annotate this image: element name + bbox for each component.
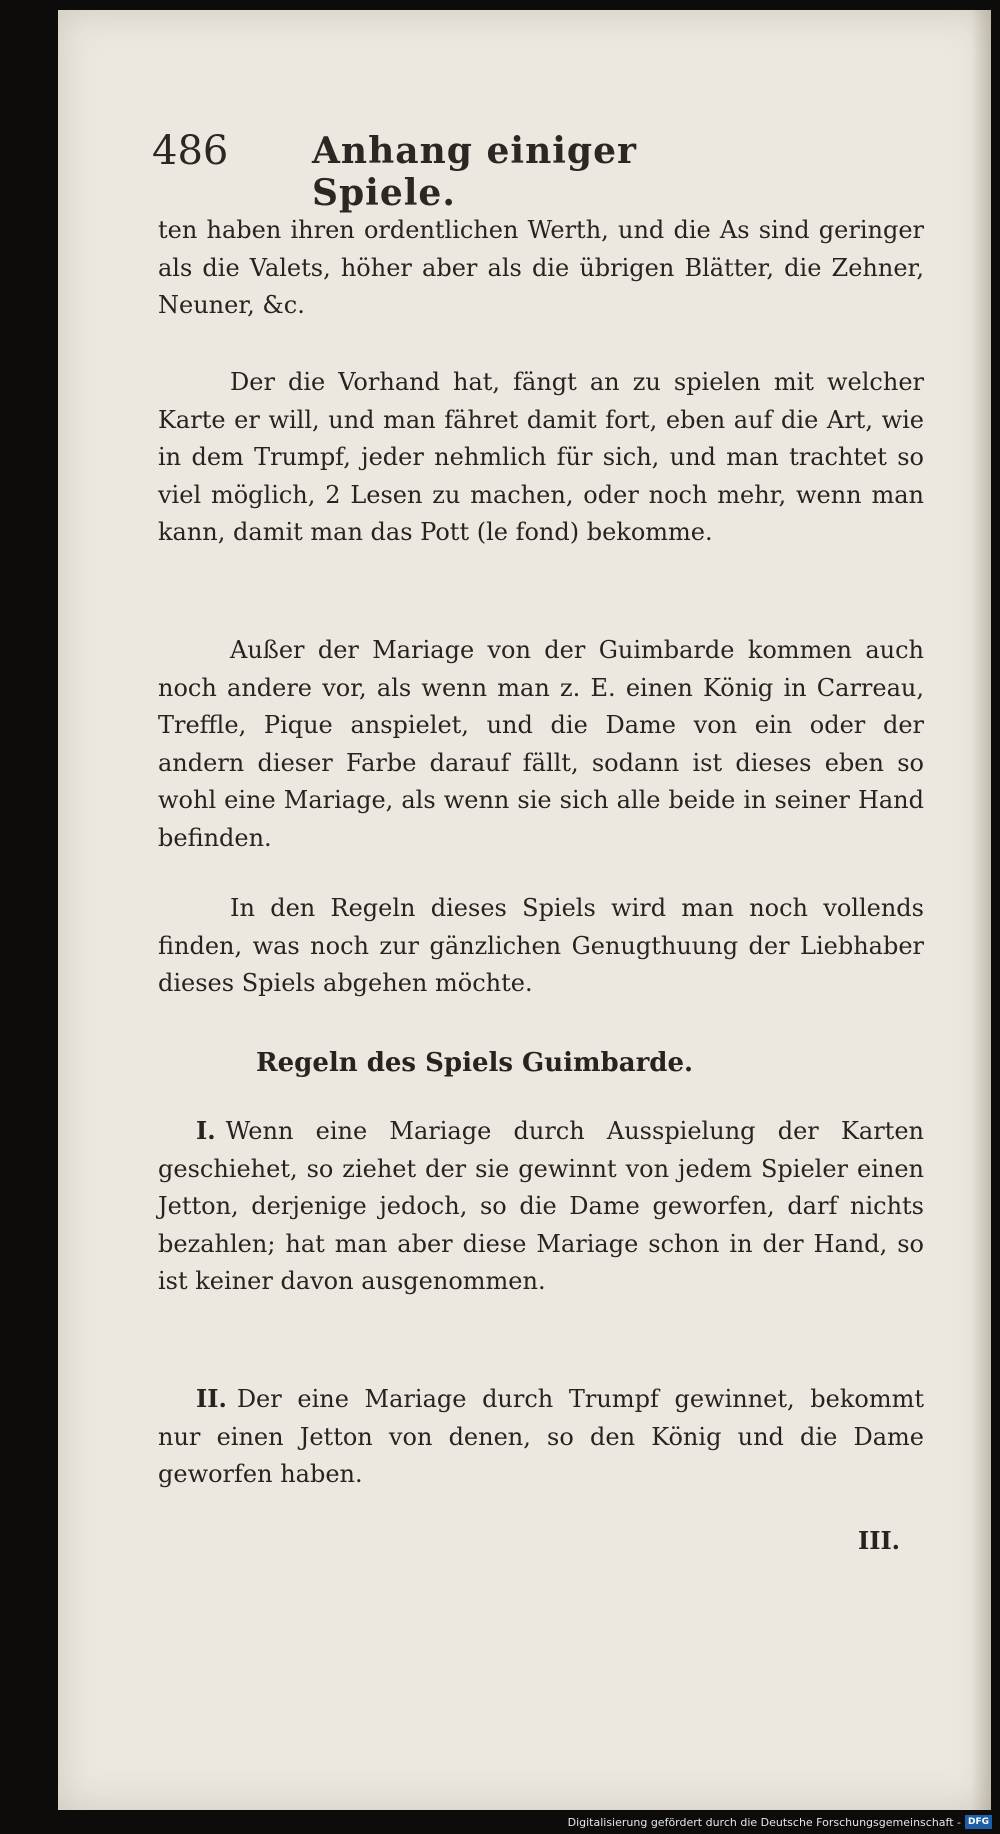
rule-1 [158,1112,924,1301]
rule-1-text: Wenn eine Mariage durch Ausspielung der Karten geschiehet, so ziehet der sie gewinnt von jedem Spieler einen Jetton, derjenige jedoch, so die Dame geworfen, darf nichts bezahlen; hat man aber diese Mariage schon in der Hand, so ist keiner davon ausgenommen. [158,1117,924,1295]
catchword: III. [858,1526,901,1555]
paragraph-1: ten haben ihren ordentlichen Werth, und die As sind geringer als die Valets, höher aber als die übrigen Blätter, die Zehner, Neuner, &c. [158,216,924,319]
page-edge-shadow [971,10,991,1810]
paragraph-2: Der die Vorhand hat, fängt an zu spielen mit welcher Karte er will, und man fähret damit fort, eben auf die Art, wie in dem Trumpf, jeder nehmlich für sich, und man trachtet so viel möglich, 2 Lesen zu machen, oder noch mehr, wenn man kann, damit man das Pott (le fond) bekomme. [158,368,924,546]
digitization-footer [568,1814,992,1830]
page-header [152,128,772,214]
rule-2-text: Der eine Mariage durch Trumpf gewinnet, bekommt nur einen Jetton von denen, so den König und die Dame geworfen haben. [158,1385,924,1488]
running-title: Anhang einiger Spiele. [312,130,637,214]
footer-credit: Digitalisierung gefördert durch die Deutsche Forschungsgemeinschaft - [567,1815,961,1829]
section-heading: Regeln des Spiels Guimbarde. [256,1048,694,1078]
paragraph-4: In den Regeln dieses Spiels wird man noch vollends finden, was noch zur gänzlichen Genugthuung der Liebhaber dieses Spiels abgehen möchte. [158,894,924,997]
rule-1-number: I. [196,1116,216,1145]
rule-2 [158,1380,924,1494]
dfg-logo: DFG [965,1815,992,1829]
rule-2-number: II. [196,1384,227,1413]
page-number: 486 [152,128,229,174]
paragraph-3: Außer der Mariage von der Guimbarde kommen auch noch andere vor, als wenn man z. E. einen König in Carreau, Treffle, Pique anspielet, und die Dame von ein oder der andern dieser Farbe darauf fällt, sodann ist dieses eben so wohl eine Mariage, als wenn sie sich alle beide in seiner Hand befinden. [158,636,924,852]
